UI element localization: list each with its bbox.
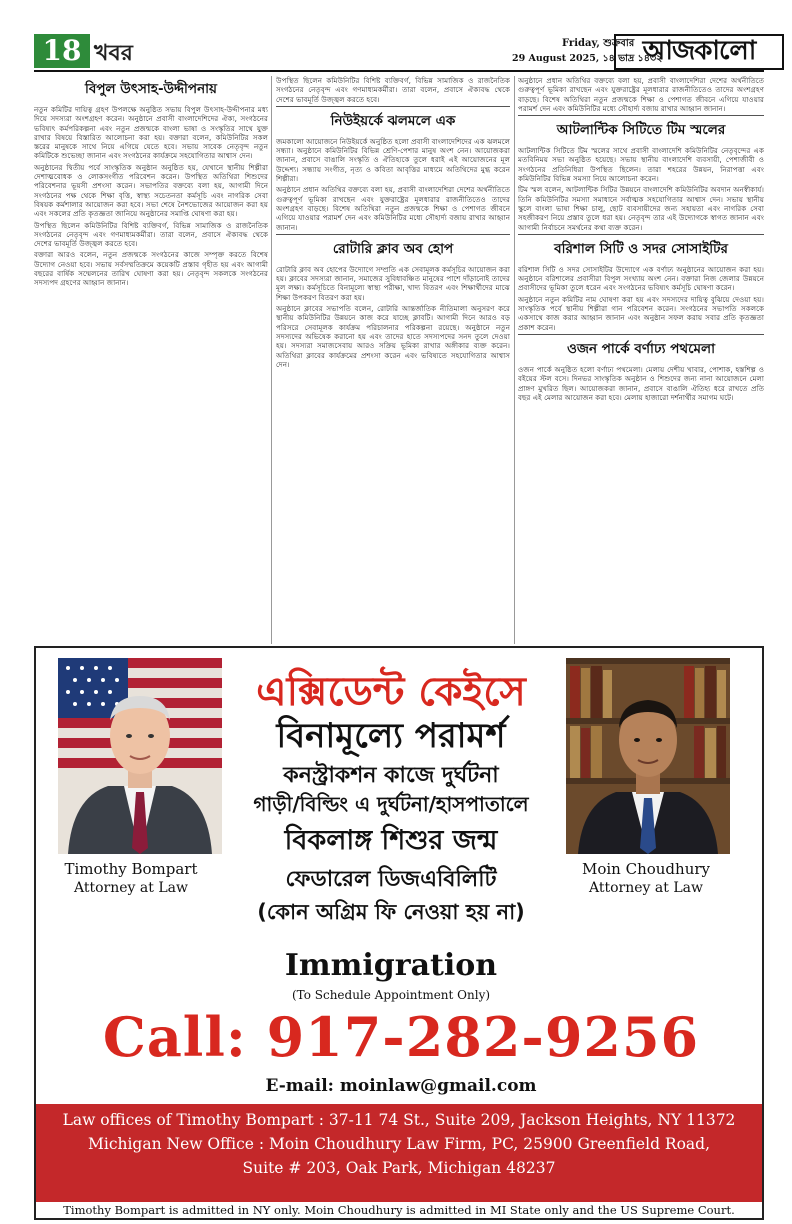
ad-headline: এক্সিডেন্ট কেইসে [256, 669, 526, 715]
article-paragraph: বক্তারা আরও বলেন, নতুন প্রজন্মকে সংগঠনের কাজে সম্পৃক্ত করতে বিশেষ উদ্যোগ নেওয়া হবে। সভায় সর্বসম্মতিক্রমে কয়েকটি প্রস্তাব গৃহীত হয় এবং আগামী বছরের বার্ষিক সম্মেলনের তারিখ ঘোষণা করা হয়। নেতৃবৃন্দ সকলকে সংগঠনের সদস্যপদ গ্রহণের আহ্বান জানান। [34, 250, 268, 288]
article-paragraph: ওজন পার্কে অনুষ্ঠিত হলো বর্ণাঢ্য পথমেলা। মেলায় দেশীয় খাবার, পোশাক, হস্তশিল্প ও বইয়ের স্টল বসে। দিনভর সাংস্কৃতিক অনুষ্ঠান ও শিশুদের জন্য নানা আয়োজনে মেলা প্রাঙ্গণ মুখরিত ছিল। আয়োজকরা জানান, প্রবাসে বাঙালি ঐতিহ্য ধরে রাখতে প্রতি বছর এই মেলার আয়োজন করা হবে। মেলায় হাজারো দর্শনার্থীর সমাগম ঘটে। [518, 364, 764, 402]
attorney-title-right: Attorney at Law [589, 880, 703, 896]
ad-federal-disability: ফেডারেল ডিজএবিলিটি [285, 867, 497, 892]
issue-day: Friday, শুক্রবার [562, 38, 635, 49]
column-divider [271, 76, 272, 644]
article-paragraph: অনুষ্ঠানে নতুন কমিটির নাম ঘোষণা করা হয় এবং সদস্যদের দায়িত্ব বুঝিয়ে দেওয়া হয়। সাংস্কৃতিক পর্বে স্থানীয় শিল্পীরা গান পরিবেশন করেন। সংগঠনের সভাপতি সকলকে একসাথে কাজ করার আহ্বান জানান এবং অনুষ্ঠান সফল করায় সবার প্রতি কৃতজ্ঞতা প্রকাশ করেন। [518, 294, 764, 332]
article-title: বরিশাল সিটি ও সদর সোসাইটির [518, 234, 764, 261]
article-paragraph: আটলান্টিক সিটিতে টিম স্মলের সাথে প্রবাসী বাংলাদেশি কমিউনিটির নেতৃবৃন্দের এক মতবিনিময় সভা অনুষ্ঠিত হয়েছে। সভায় স্থানীয় বাংলাদেশি ব্যবসায়ী, পেশাজীবী ও সংগঠনের প্রতিনিধিরা উপস্থিত ছিলেন। তারা শহরের উন্নয়ন, নিরাপত্তা এবং কমিউনিটির বিভিন্ন সমস্যা নিয়ে আলোচনা করেন। [518, 146, 764, 184]
page-number: 18 [34, 34, 90, 68]
article-title: বিপুল উৎসাহ-উদ্দীপনায় [84, 81, 217, 97]
issue-date: 29 August 2025, ১৪ ভাদ্র ১৪৩২ [512, 53, 663, 64]
article-paragraph: টিম স্মল বলেন, আটলান্টিক সিটির উন্নয়নে বাংলাদেশি কমিউনিটির অবদান অনস্বীকার্য। তিনি কমিউনিটির সমস্যা সমাধানে সর্বাত্মক সহযোগিতার আশ্বাস দেন। সভায় স্থানীয় স্কুলে বাংলা ভাষা শিক্ষা চালু, ছোট ব্যবসায়ীদের জন্য সহায়তা এবং নাগরিক সেবা সহজীকরণ নিয়ে প্রস্তাব তুলে ধরা হয়। নেতৃবৃন্দ তার এই উদ্যোগকে স্বাগত জানান এবং আগামী নির্বাচনে সমর্থনের কথা ব্যক্ত করেন। [518, 185, 764, 232]
attorney-portrait-left [58, 658, 222, 854]
header-divider [34, 70, 764, 72]
attorney-photo-moin [566, 658, 730, 854]
article-paragraph: উপস্থিত ছিলেন কমিউনিটির বিশিষ্ট ব্যক্তিবর্গ, বিভিন্ন সামাজিক ও রাজনৈতিক সংগঠনের নেতৃবৃন্দ এবং গণমাধ্যমকর্মীরা। তারা বলেন, প্রবাসে ঐক্যবদ্ধ থেকে দেশের ভাবমূর্তি উজ্জ্বল করতে হবে। [34, 220, 268, 249]
column-3 [518, 76, 764, 644]
column-1 [34, 76, 268, 644]
attorney-name-left: Timothy Bompart [64, 860, 198, 878]
article-title: ওজন পার্কে বর্ণাঢ্য পথমেলা [518, 334, 764, 361]
ad-car-building-accident: গাড়ী/বিল্ডিং এ দুর্ঘটনা/হাসপাতালে [253, 792, 529, 816]
office-address-michigan-suite: Suite # 203, Oak Park, Michigan 48237 [242, 1159, 556, 1177]
ad-email[interactable]: E-mail: moinlaw@gmail.com [265, 1076, 537, 1096]
admission-disclaimer: Timothy Bompart is admitted in NY only. Moin Choudhury is admitted in MI State only and the US Supreme Court. [63, 1203, 735, 1217]
article-paragraph: অনুষ্ঠানে ক্লাবের সভাপতি বলেন, রোটারি আন্তর্জাতিক নীতিমালা অনুসরণ করে স্থানীয় কমিউনিটির উন্নয়নে কাজ করে যাচ্ছে ক্লাবটি। আগামী দিনে আরও বড় পরিসরে সেবামূলক কার্যক্রম পরিচালনার পরিকল্পনা রয়েছে। অনুষ্ঠানে নতুন সদস্যদের অভিষেক করানো হয় এবং তাদের হাতে সদস্যপদের সনদ তুলে দেওয়া হয়। সদস্যরা সমাজসেবায় আরও সক্রিয় ভূমিকা রাখার অঙ্গীকার ব্যক্ত করেন। অতিথিরা ক্লাবের কার্যক্রমের প্রশংসা করেন এবং ভবিষ্যতে সহযোগিতার আশ্বাস দেন। [276, 304, 510, 369]
ad-phone-number[interactable]: Call: 917-282-9256 [102, 1005, 700, 1069]
ad-no-advance-fee: (কোন অগ্রিম ফি নেওয়া হয় না) [257, 900, 525, 924]
article-paragraph: জমকালো আয়োজনে নিউইয়র্কে অনুষ্ঠিত হলো প্রবাসী বাংলাদেশিদের এক ঝলমলে সন্ধ্যা। অনুষ্ঠানে কমিউনিটির বিভিন্ন শ্রেণি-পেশার মানুষ অংশ নেন। আয়োজকরা জানান, প্রবাসে বাঙালি সংস্কৃতি ও ঐতিহ্যকে তুলে ধরাই এই আয়োজনের মূল উদ্দেশ্য। সন্ধ্যায় সংগীত, নৃত্য ও কবিতা আবৃত্তির মাধ্যমে অতিথিদের মুগ্ধ করেন শিল্পীরা। [276, 136, 510, 184]
article-paragraph: অনুষ্ঠানের দ্বিতীয় পর্বে সাংস্কৃতিক অনুষ্ঠান অনুষ্ঠিত হয়, যেখানে স্থানীয় শিল্পীরা দেশাত্মবোধক ও লোকসংগীত পরিবেশন করেন। উপস্থিত অতিথিরা শিশুদের পরিবেশনার ভূয়সী প্রশংসা করেন। সভাপতির বক্তব্যে বলা হয়, আগামী দিনে সংগঠনের পক্ষ থেকে শিক্ষা বৃত্তি, স্বাস্থ্য সচেতনতা কর্মসূচি এবং নাগরিক সেবা বিষয়ক কর্মশালার আয়োজন করা হবে। সভা শেষে নৈশভোজের আয়োজন করা হয় এবং সকলের প্রতি কৃতজ্ঞতা জানিয়ে অনুষ্ঠানের সমাপ্তি ঘোষণা করা হয়। [34, 162, 268, 219]
article-paragraph: অনুষ্ঠানে প্রধান অতিথির বক্তব্যে বলা হয়, প্রবাসী বাংলাদেশিরা দেশের অর্থনীতিতে গুরুত্বপূর্ণ ভূমিকা রাখছেন এবং যুক্তরাষ্ট্রের মূলধারার রাজনীতিতেও তাদের অংশগ্রহণ বাড়ছে। বিশেষ অতিথিরা নতুন প্রজন্মকে শিক্ষা ও পেশাগত জীবনে এগিয়ে যাওয়ার পরামর্শ দেন এবং কমিউনিটির মধ্যে সৌহার্দ্য বজায় রাখার আহ্বান জানান। [518, 76, 764, 113]
article-paragraph: নতুন কমিটির দায়িত্ব গ্রহণ উপলক্ষে অনুষ্ঠিত সভায় বিপুল উৎসাহ-উদ্দীপনার মধ্য দিয়ে সদস্যরা অংশগ্রহণ করেন। অনুষ্ঠানে প্রবাসী বাংলাদেশিদের ঐক্য, সংগঠনের ভবিষ্যৎ কর্মপরিকল্পনা এবং নতুন প্রজন্মকে বাংলা ভাষা ও সংস্কৃতির সাথে যুক্ত রাখার বিষয়ে বিস্তারিত আলোচনা করা হয়। বক্তারা বলেন, কমিউনিটির সকল স্তরের মানুষকে সাথে নিয়ে এগিয়ে যেতে হবে। সভায় সাবেক নেতৃবৃন্দ নতুন কমিটিকে শুভেচ্ছা জানান এবং সংগঠনের কার্যক্রমে সহযোগিতার আশ্বাস দেন। [34, 105, 268, 161]
ad-free-consultation: বিনামূল্যে পরামর্শ [276, 716, 506, 756]
column-divider [514, 76, 515, 644]
article-title: রোটারি ক্লাব অব হোপ [276, 234, 510, 261]
attorney-portrait-right [566, 658, 730, 854]
ad-disabled-child-birth: বিকলাঙ্গ শিশুর জন্ম [284, 825, 498, 856]
article-paragraph: উপস্থিত ছিলেন কমিউনিটির বিশিষ্ট ব্যক্তিবর্গ, বিভিন্ন সামাজিক ও রাজনৈতিক সংগঠনের নেতৃবৃন্দ এবং গণমাধ্যমকর্মীরা। তারা বলেন, প্রবাসে ঐক্যবদ্ধ থেকে দেশের ভাবমূর্তি উজ্জ্বল করতে হবে। [276, 76, 510, 104]
ad-appointment-note: (To Schedule Appointment Only) [291, 988, 491, 1002]
attorney-title-left: Attorney at Law [74, 880, 188, 896]
column-2 [276, 76, 510, 644]
ad-immigration: Immigration [284, 948, 498, 983]
article-paragraph: বরিশাল সিটি ও সদর সোসাইটির উদ্যোগে এক বর্ণাঢ্য অনুষ্ঠানের আয়োজন করা হয়। অনুষ্ঠানে বরিশালের প্রবাসীরা বিপুল সংখ্যায় অংশ নেন। বক্তারা নিজ জেলার উন্নয়নে প্রবাসীদের ভূমিকা তুলে ধরেন এবং সংগঠনের ভবিষ্যৎ কর্মসূচি ঘোষণা করেন। [518, 264, 764, 293]
ad-construction-accident: কনস্ট্রাকশন কাজে দুর্ঘটনা [283, 763, 499, 788]
section-title: খবর [94, 41, 133, 66]
office-address-band [36, 1104, 762, 1202]
article-title: নিউইয়র্কে ঝলমলে এক [276, 106, 510, 133]
newspaper-logo: আজকালো [614, 34, 784, 70]
office-address-michigan: Michigan New Office : Moin Choudhury Law Firm, PC, 25900 Greenfield Road, [87, 1135, 711, 1153]
article-paragraph: রোটারি ক্লাব অব হোপের উদ্যোগে সম্প্রতি এক সেবামূলক কর্মসূচির আয়োজন করা হয়। ক্লাবের সদস্যরা জানান, সমাজের সুবিধাবঞ্চিত মানুষের পাশে দাঁড়ানোই তাদের মূল লক্ষ্য। কর্মসূচিতে বিনামূল্যে স্বাস্থ্য পরীক্ষা, খাদ্য বিতরণ এবং শিক্ষার্থীদের মাঝে শিক্ষা উপকরণ বিতরণ করা হয়। [276, 264, 510, 302]
article-paragraph: অনুষ্ঠানে প্রধান অতিথির বক্তব্যে বলা হয়, প্রবাসী বাংলাদেশিরা দেশের অর্থনীতিতে গুরুত্বপূর্ণ ভূমিকা রাখছেন এবং যুক্তরাষ্ট্রের মূলধারার রাজনীতিতেও তাদের অংশগ্রহণ বাড়ছে। বিশেষ অতিথিরা নতুন প্রজন্মকে শিক্ষা ও পেশাগত জীবনে এগিয়ে যাওয়ার পরামর্শ দেন এবং কমিউনিটির মধ্যে সৌহার্দ্য বজায় রাখার আহ্বান জানান। [276, 185, 510, 232]
article-title: আটলান্টিক সিটিতে টিম স্মলের [518, 115, 764, 142]
attorney-name-right: Moin Choudhury [581, 860, 710, 878]
law-firm-advertisement [34, 646, 764, 1220]
attorney-photo-timothy [58, 658, 222, 854]
page-header [34, 34, 764, 72]
office-address-ny: Law offices of Timothy Bompart : 37-11 74 St., Suite 209, Jackson Heights, NY 11372 [62, 1111, 736, 1129]
